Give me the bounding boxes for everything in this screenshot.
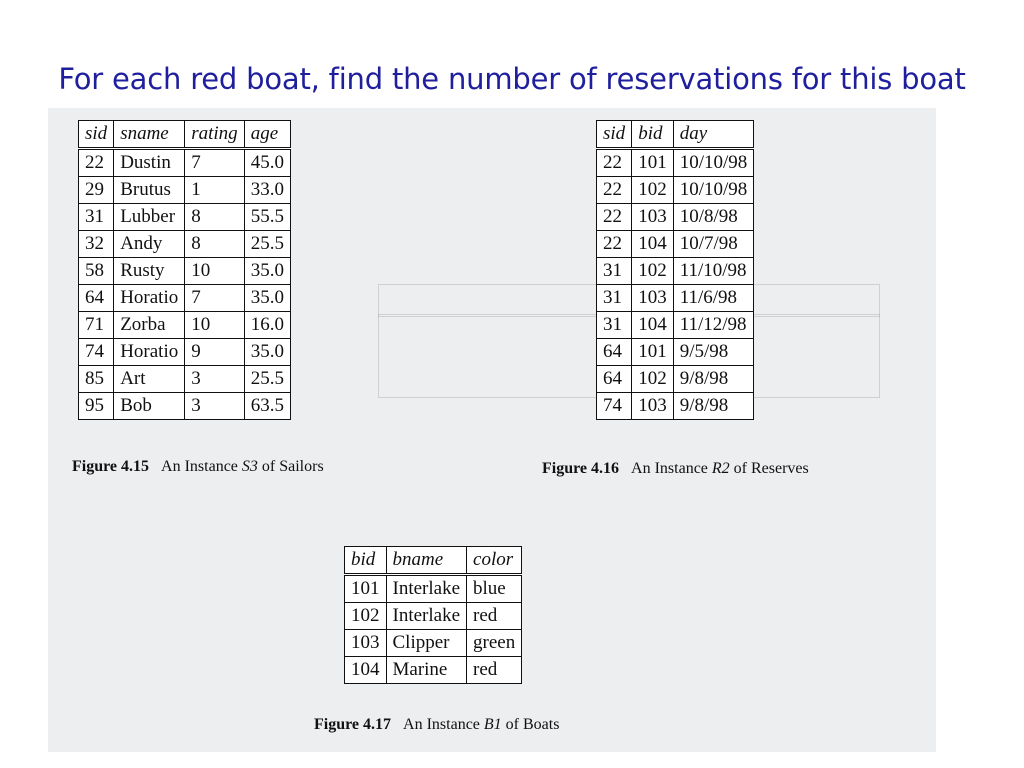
table-cell: 8 [185,204,244,231]
caption-figure-number: Figure 4.15 [72,458,150,475]
sailors-col-header: sname [114,121,185,149]
table-cell: 101 [632,339,674,366]
table-cell: 3 [185,366,244,393]
table-cell: 45.0 [244,149,290,177]
table-cell: blue [467,575,522,603]
table-cell: 71 [79,312,114,339]
table-cell: 16.0 [244,312,290,339]
sailors-col-header: rating [185,121,244,149]
table-cell: 74 [79,339,114,366]
table-cell: 103 [632,285,674,312]
table-cell: 31 [597,258,632,285]
reserves-table [596,120,754,420]
table-cell: 10/7/98 [673,231,754,258]
table-row [79,312,291,339]
caption-instance-name: S3 [241,458,258,475]
table-cell: Bob [114,393,185,420]
table-row [597,339,754,366]
table-cell: 102 [632,177,674,204]
sailors-col-header: age [244,121,290,149]
sailors-header-row [79,121,291,149]
table-row [79,393,291,420]
table-row [345,630,522,657]
table-cell: 31 [79,204,114,231]
table-cell: 102 [345,603,387,630]
table-cell: 22 [597,149,632,177]
boats-col-header: color [467,547,522,575]
table-cell: 103 [345,630,387,657]
sailors-body [79,149,291,420]
table-cell: Brutus [114,177,185,204]
table-cell: Marine [386,657,467,684]
reserves-col-header: bid [632,121,674,149]
boats-col-header: bid [345,547,387,575]
table-cell: Andy [114,231,185,258]
table-cell: 1 [185,177,244,204]
table-cell: 9/8/98 [673,366,754,393]
table-cell: 22 [597,177,632,204]
table-row [597,285,754,312]
table-cell: 104 [345,657,387,684]
boats-body [345,575,522,684]
table-cell: 31 [597,285,632,312]
table-cell: 9/8/98 [673,393,754,420]
table-row [597,393,754,420]
caption-figure-number: Figure 4.17 [314,716,392,733]
table-cell: 9 [185,339,244,366]
table-row [79,339,291,366]
table-cell: 11/12/98 [673,312,754,339]
table-cell: 29 [79,177,114,204]
table-row [79,285,291,312]
table-cell: 33.0 [244,177,290,204]
caption-instance-name: B1 [483,716,502,733]
table-row [597,366,754,393]
table-cell: 10/10/98 [673,177,754,204]
reserves-col-header: sid [597,121,632,149]
table-cell: Lubber [114,204,185,231]
table-row [345,575,522,603]
caption-figure-number: Figure 4.16 [542,460,620,477]
table-cell: Dustin [114,149,185,177]
scanned-page [48,108,936,752]
boats-header-row [345,547,522,575]
table-cell: Horatio [114,285,185,312]
table-row [597,231,754,258]
table-row [597,149,754,177]
table-cell: 95 [79,393,114,420]
table-cell: 35.0 [244,285,290,312]
table-row [79,231,291,258]
table-cell: Rusty [114,258,185,285]
table-cell: 7 [185,285,244,312]
table-cell: red [467,603,522,630]
table-row [79,204,291,231]
table-cell: 64 [79,285,114,312]
table-cell: 64 [597,339,632,366]
table-cell: 102 [632,366,674,393]
table-cell: Clipper [386,630,467,657]
table-cell: 22 [79,149,114,177]
table-row [597,177,754,204]
table-cell: 11/10/98 [673,258,754,285]
slide-title: For each red boat, find the number of reservations for this boat [58,62,966,96]
table-cell: Horatio [114,339,185,366]
table-cell: 85 [79,366,114,393]
table-row [79,258,291,285]
table-cell: 101 [345,575,387,603]
table-cell: 103 [632,204,674,231]
boats-caption: Figure 4.17 An Instance B1 of Boats [314,716,560,733]
table-cell: 22 [597,204,632,231]
table-row [345,657,522,684]
table-cell: Interlake [386,603,467,630]
table-cell: 3 [185,393,244,420]
table-cell: 64 [597,366,632,393]
table-cell: Interlake [386,575,467,603]
table-cell: 10 [185,312,244,339]
table-cell: 74 [597,393,632,420]
reserves-col-header: day [673,121,754,149]
table-cell: 10/10/98 [673,149,754,177]
boats-col-header: bname [386,547,467,575]
table-row [79,177,291,204]
reserves-caption: Figure 4.16 An Instance R2 of Reserves [542,460,809,477]
reserves-body [597,149,754,420]
table-cell: red [467,657,522,684]
table-cell: 35.0 [244,339,290,366]
table-row [597,204,754,231]
reserves-header-row [597,121,754,149]
sailors-table [78,120,291,420]
table-cell: 9/5/98 [673,339,754,366]
table-cell: 32 [79,231,114,258]
table-cell: 25.5 [244,231,290,258]
table-cell: 8 [185,231,244,258]
table-row [79,366,291,393]
table-cell: 58 [79,258,114,285]
table-cell: 55.5 [244,204,290,231]
sailors-caption: Figure 4.15 An Instance S3 of Sailors [72,458,324,475]
table-cell: 7 [185,149,244,177]
table-cell: 104 [632,231,674,258]
table-cell: 104 [632,312,674,339]
table-cell: 10 [185,258,244,285]
table-cell: 63.5 [244,393,290,420]
table-cell: 22 [597,231,632,258]
table-row [79,149,291,177]
boats-table [344,546,522,684]
table-cell: 102 [632,258,674,285]
table-cell: 11/6/98 [673,285,754,312]
table-cell: 31 [597,312,632,339]
caption-instance-name: R2 [711,460,730,477]
table-cell: 101 [632,149,674,177]
table-cell: 10/8/98 [673,204,754,231]
table-row [597,258,754,285]
table-cell: green [467,630,522,657]
table-cell: Zorba [114,312,185,339]
sailors-col-header: sid [79,121,114,149]
table-cell: Art [114,366,185,393]
table-row [597,312,754,339]
table-cell: 35.0 [244,258,290,285]
table-cell: 103 [632,393,674,420]
table-row [345,603,522,630]
table-cell: 25.5 [244,366,290,393]
